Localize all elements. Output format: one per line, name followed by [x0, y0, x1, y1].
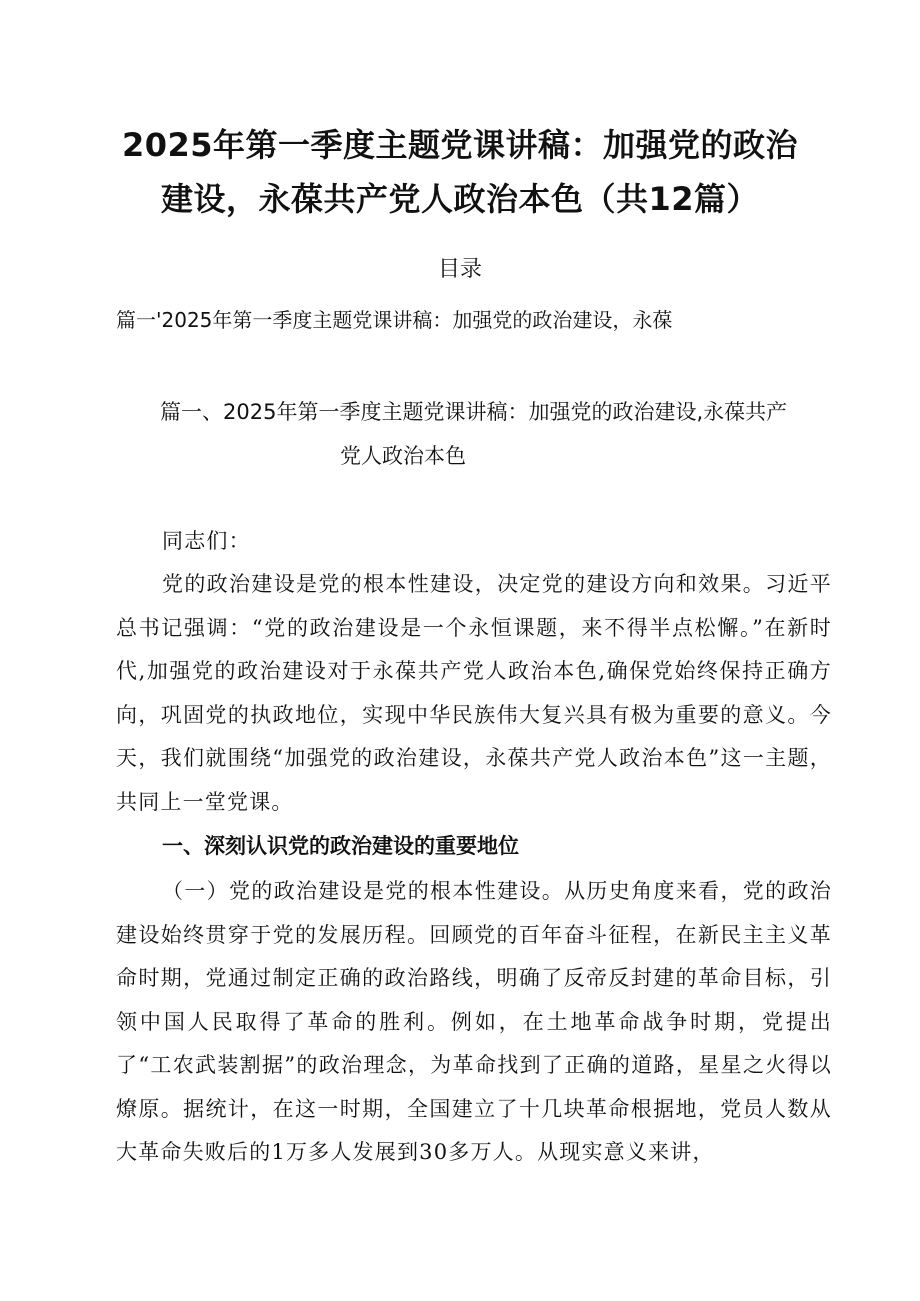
document-title	[60, 118, 860, 226]
section-title-line-2: 党人政治本色	[340, 444, 466, 468]
section-title	[160, 390, 850, 478]
section-heading: 一、深刻认识党的政治建设的重要地位	[162, 834, 519, 858]
title-line-2: 建设，永葆共产党人政治本色（共12篇）	[160, 180, 760, 218]
body-paragraph: （一）党的政治建设是党的根本性建设。从历史角度来看，党的政治建设始终贯穿于党的发展历程。回顾党的百年奋斗征程，在新民主主义革命时期，党通过制定正确的政治路线，明确了反帝反封建的革命目标，引领中国人民取得了革命的胜利。例如，在土地革命战争时期，党提出了“工农武装割据”的政治理念，为革命找到了正确的道路，星星之火得以燎原。据统计，在这一时期，全国建立了十几块革命根据地，党员人数从大革命失败后的1万多人发展到30多万人。从现实意义来讲，	[116, 879, 832, 1164]
section-title-line-1: 篇一、2025年第一季度主题党课讲稿：加强党的政治建设,永葆共产	[160, 400, 788, 424]
toc-heading: 目录	[437, 257, 482, 282]
title-line-1: 2025年第一季度主题党课讲稿：加强党的政治	[121, 126, 799, 164]
toc-item[interactable]: 篇一'2025年第一季度主题党课讲稿：加强党的政治建设，永葆	[116, 308, 673, 332]
greeting: 同志们：	[162, 529, 251, 553]
body-paragraph: 党的政治建设是党的根本性建设，决定党的建设方向和效果。习近平总书记强调：“党的政治建设是一个永恒课题，来不得半点松懈。”在新时代,加强党的政治建设对于永葆共产党人政治本色,确保党始终保持正确方向，巩固党的执政地位，实现中华民族伟大复兴具有极为重要的意义。今天，我们就围绕“加强党的政治建设，永葆共产党人政治本色”这一主题，共同上一堂党课。	[116, 572, 832, 814]
